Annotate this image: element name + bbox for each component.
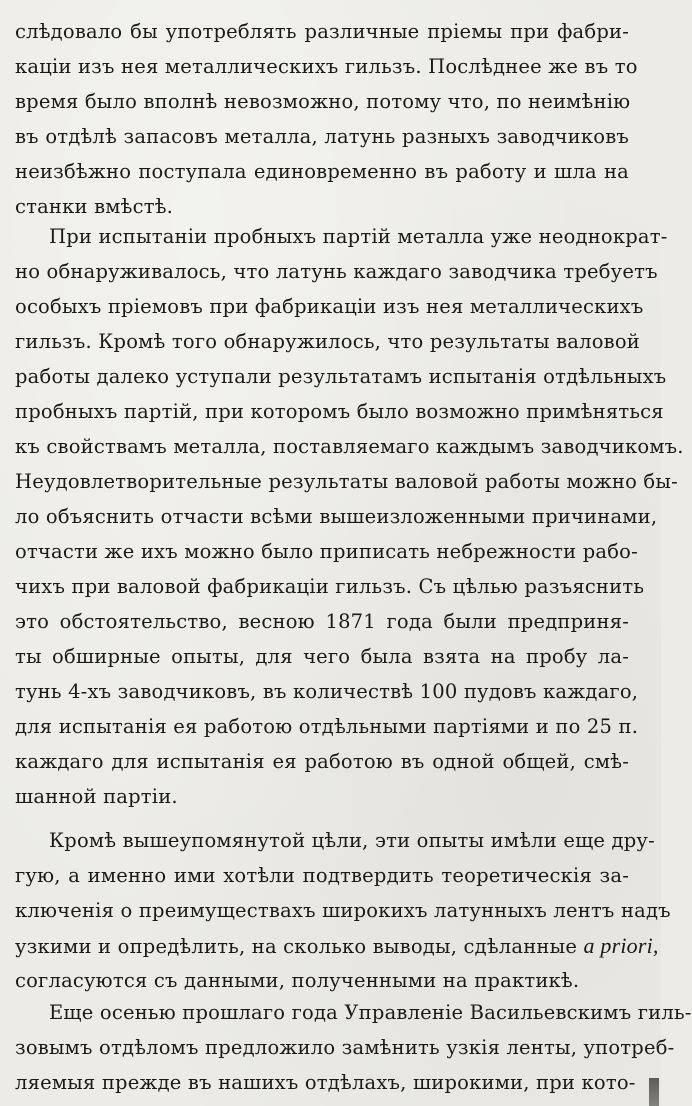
paragraph-3 bbox=[15, 823, 671, 998]
text-line: Еще осенью прошлаго года Управленіе Васильевскимъ гиль- bbox=[49, 1001, 692, 1024]
paragraph-4 bbox=[15, 995, 692, 1100]
text-line: гильзъ. Кромѣ того обнаружилось, что результаты валовой bbox=[15, 330, 640, 353]
text-line: особыхъ пріемовъ при фабрикаціи изъ нея металлическихъ bbox=[15, 295, 644, 318]
text-line: время было вполнѣ невозможно, потому что, по неимѣнію bbox=[15, 90, 631, 113]
text-line: неизбѣжно поступала единовременно въ работу и шла на bbox=[15, 160, 629, 183]
text-line: ляемыя прежде въ нашихъ отдѣлахъ, широкими, при кото- bbox=[15, 1071, 636, 1094]
page-edge-mark bbox=[649, 1078, 659, 1106]
text-line: работы далеко уступали результатамъ испытанія отдѣльныхъ bbox=[15, 365, 667, 388]
text-line: ты обширные опыты, для чего была взята на пробу ла- bbox=[15, 645, 629, 668]
text-line: Кромѣ вышеупомянутой цѣли, эти опыты имѣли еще дру- bbox=[49, 829, 655, 852]
text-line: чихъ при валовой фабрикаціи гильзъ. Съ цѣлью разъяснить bbox=[15, 575, 645, 598]
text-line: ключенія о преимуществахъ широкихъ латунныхъ лентъ надъ bbox=[15, 899, 671, 922]
text-line-main: узкими и опредѣлить, на сколько выводы, сдѣланные bbox=[15, 935, 578, 958]
text-line: пробныхъ партій, при которомъ было возможно примѣняться bbox=[15, 400, 664, 423]
text-line: каціи изъ нея металлическихъ гильзъ. Послѣднее же въ то bbox=[15, 55, 638, 78]
text-line: станки вмѣстѣ. bbox=[15, 195, 174, 218]
text-line: При испытаніи пробныхъ партій металла уже неоднократ- bbox=[49, 225, 668, 248]
text-line: къ свойствамъ металла, поставляемаго каждымъ заводчикомъ. bbox=[15, 435, 684, 458]
text-line: ло объяснить отчасти всѣми вышеизложенными причинами, bbox=[15, 505, 658, 528]
text-line: каждаго для испытанія ея работою въ одной общей, смѣ- bbox=[15, 750, 629, 773]
text-line: но обнаруживалось, что латунь каждаго заводчика требуетъ bbox=[15, 260, 658, 283]
text-line: зовымъ отдѣломъ предложило замѣнить узкія ленты, употреб- bbox=[15, 1036, 675, 1059]
text-line: въ отдѣлѣ запасовъ металла, латунь разныхъ заводчиковъ bbox=[15, 125, 629, 148]
text-line: тунь 4-хъ заводчиковъ, въ количествѣ 100 пудовъ каждаго, bbox=[15, 680, 639, 703]
italic-phrase: a priori, bbox=[583, 933, 659, 958]
text-line: это обстоятельство, весною 1871 года были предприня- bbox=[15, 610, 629, 633]
text-line bbox=[15, 928, 659, 963]
text-line: для испытанія ея работою отдѣльными партіями и по 25 п. bbox=[15, 715, 639, 738]
text-line: отчасти же ихъ можно было приписать небрежности рабо- bbox=[15, 540, 638, 563]
paragraph-1 bbox=[15, 14, 638, 224]
paragraph-2 bbox=[15, 219, 684, 814]
text-line: согласуются съ данными, полученными на практикѣ. bbox=[15, 969, 580, 992]
text-line: шанной партіи. bbox=[15, 785, 178, 808]
text-line: слѣдовало бы употреблять различные пріемы при фабри- bbox=[15, 20, 629, 43]
text-line: гую, а именно ими хотѣли подтвердить теоретическія за- bbox=[15, 864, 629, 887]
text-line: Неудовлетворительные результаты валовой работы можно бы- bbox=[15, 470, 678, 493]
